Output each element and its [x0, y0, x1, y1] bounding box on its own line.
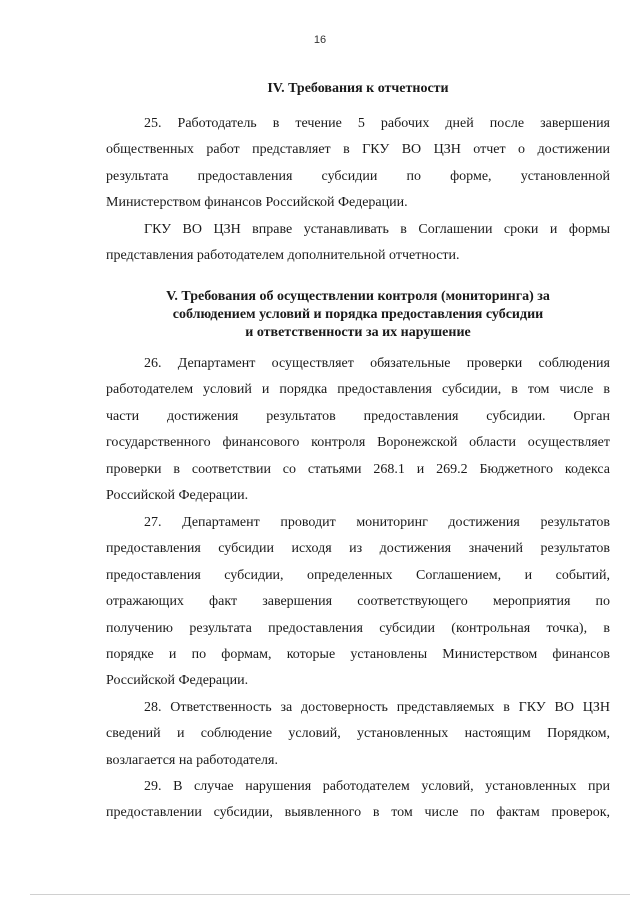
section-4-heading-text: IV. Требования к отчетности	[267, 81, 449, 96]
text-line: предоставлении субсидии, выявленного в том числе по фактам проверок,	[106, 805, 610, 821]
text-line: работодателем условий и порядка предоставления субсидии, в том числе в	[106, 382, 610, 398]
text-line: ГКУ ВО ЦЗН вправе устанавливать в Соглашении сроки и формы	[144, 221, 610, 237]
text-line: 27. Департамент проводит мониторинг достижения результатов	[144, 515, 610, 530]
section-5-heading	[106, 288, 610, 342]
text-line: предоставления субсидии исходя из достижения значений результатов	[106, 541, 610, 557]
paragraph-29	[106, 774, 610, 827]
text-line: Российской Федерации.	[106, 673, 249, 689]
section-5-heading-line: и ответственности за их нарушение	[245, 325, 471, 340]
paragraph-26	[106, 351, 610, 509]
text-line: общественных работ представляет в ГКУ ВО ЦЗН отчет о достижении	[106, 142, 610, 158]
paragraph-25	[106, 111, 610, 217]
text-line: проверки в соответствии со статьями 268.1 и 269.2 Бюджетного кодекса	[106, 461, 610, 477]
text-line: порядке и по формам, которые установлены Министерством финансов	[106, 646, 610, 662]
section-4-heading	[106, 80, 610, 98]
text-line: государственного финансового контроля Воронежской области осуществляет	[106, 435, 610, 451]
section-5-heading-line: соблюдением условий и порядка предоставления субсидии	[172, 307, 544, 322]
text-line: части достижения результатов предоставления субсидии. Орган	[106, 408, 610, 424]
text-line: результата предоставления субсидии по форме, установленной	[106, 168, 610, 184]
paragraph-28	[106, 695, 610, 774]
text-line: отражающих факт завершения соответствующего мероприятия по	[106, 594, 610, 610]
text-line: получению результата предоставления субсидии (контрольная точка), в	[106, 620, 610, 636]
paragraph-additional-reporting	[106, 217, 610, 270]
text-line: возлагается на работодателя.	[106, 752, 278, 768]
text-line: 26. Департамент осуществляет обязательные проверки соблюдения	[144, 356, 610, 371]
section-5-heading-line: V. Требования об осуществлении контроля (мониторинга) за	[166, 289, 550, 304]
text-line: 29. В случае нарушения работодателем условий, установленных при	[144, 779, 610, 794]
text-line: Российской Федерации.	[106, 487, 249, 503]
text-line: 25. Работодатель в течение 5 рабочих дней после завершения	[144, 116, 610, 131]
text-line: сведений и соблюдение условий, установленных настоящим Порядком,	[106, 726, 610, 742]
text-line: 28. Ответственность за достоверность представляемых в ГКУ ВО ЦЗН	[144, 699, 610, 715]
text-line: представления работодателем дополнительной отчетности.	[106, 247, 460, 263]
scan-edge-line	[30, 894, 630, 895]
paragraph-27	[106, 510, 610, 695]
text-line: Министерством финансов Российской Федерации.	[106, 195, 408, 211]
page-number: 16	[313, 34, 327, 46]
text-line: предоставления субсидии, определенных Соглашением, и событий,	[106, 567, 610, 583]
